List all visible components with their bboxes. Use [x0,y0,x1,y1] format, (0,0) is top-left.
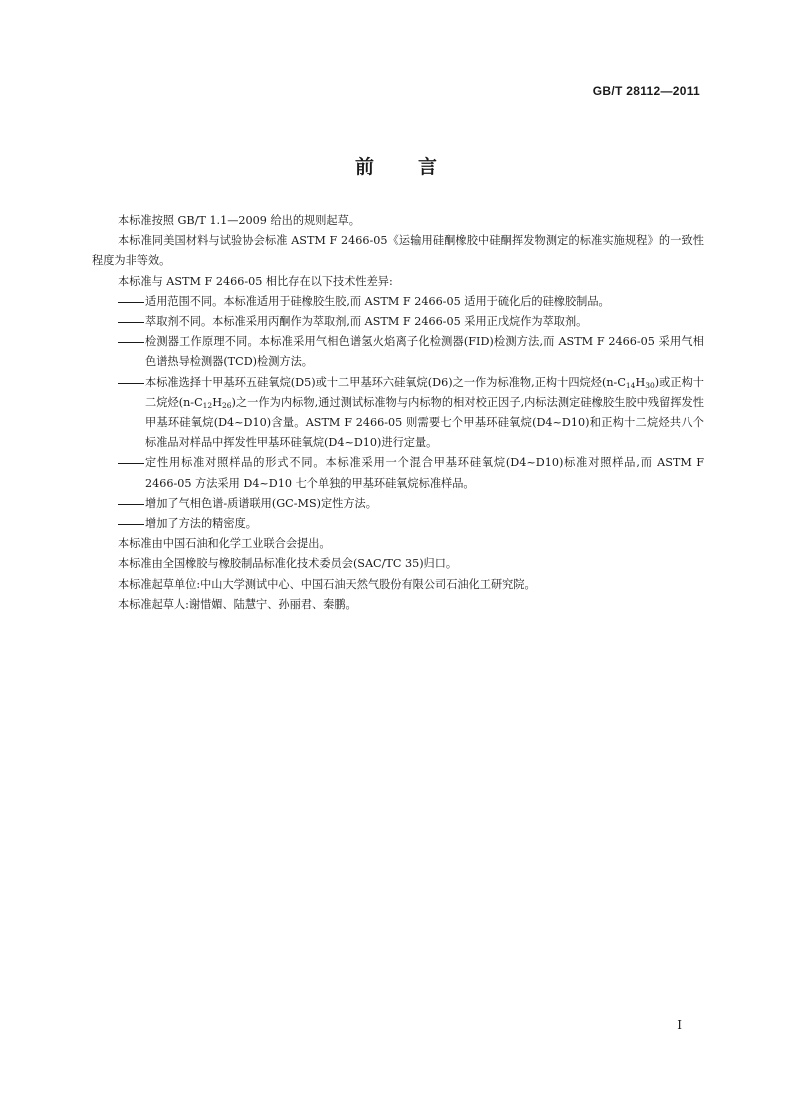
list-item [92,292,704,312]
text-run: )或正构十二烷烃(n-C [145,375,704,409]
list-item-text: 定性用标准对照样品的形式不同。本标准采用一个混合甲基环硅氧烷(D4~D10)标准对照样品,而 ASTM F 2466-05 方法采用 D4~D10 七个单独的甲基环硅氧烷标准样品。 [145,456,704,490]
foreword-body [92,211,704,615]
subscript: 12 [202,400,213,410]
list-item-text: 适用范围不同。本标准适用于硅橡胶生胶,而 ASTM F 2466-05 适用于硫化后的硅橡胶制品。 [145,294,610,308]
standard-code: GB/T 28112—2011 [592,84,700,98]
page-title: 前言 [354,156,481,178]
list-item-text [145,376,704,450]
paragraph-differences-intro: 本标准与 ASTM F 2466-05 相比存在以下技术性差异: [118,274,393,288]
paragraph-drafting-units: 本标准起草单位:中山大学测试中心、中国石油天然气股份有限公司石油化工研究院。 [118,577,536,591]
list-item [92,373,704,454]
paragraph-drafting-rules: 本标准按照 GB/T 1.1—2009 给出的规则起草。 [118,214,360,227]
text-run: H [212,395,222,409]
subscript: 30 [645,380,655,390]
paragraph-proposer: 本标准由中国石油和化学工业联合会提出。 [118,537,331,551]
text-run: H [635,375,646,389]
list-item [92,453,704,493]
paragraph-drafters: 本标准起草人:谢惜媚、陆慧宁、孙丽君、秦鹏。 [118,597,357,611]
list-item [92,514,704,534]
text-run: 本标准选择十甲基环五硅氧烷(D5)或十二甲基环六硅氧烷(D6)之一作为标准物,正构十四烷烃(n-C [145,375,626,389]
list-item [92,332,704,372]
paragraph-equivalence: 本标准同美国材料与试验协会标准 ASTM F 2466-05《运输用硅酮橡胶中硅酮挥发物测定的标准实施规程》的一致性程度为非等效。 [92,234,704,268]
paragraph-committee: 本标准由全国橡胶与橡胶制品标准化技术委员会(SAC/TC 35)归口。 [118,557,458,571]
list-item-text: 增加了气相色谱-质谱联用(GC-MS)定性方法。 [145,496,377,510]
list-item [92,494,704,514]
page-number: I [677,1018,682,1032]
list-item [92,312,704,332]
text-run: )之一作为内标物,通过测试标准物与内标物的相对校正因子,内标法测定硅橡胶生胶中残留挥发性甲基环硅氧烷(D4~D10)含量。ASTM F 2466-05 则需要七个甲基环硅氧烷(D4~D10)和正构十二烷烃共八个标准品对样品中挥发性甲基环硅氧烷(D4~D10)进行定量。 [145,395,704,450]
list-item-text: 萃取剂不同。本标准采用丙酮作为萃取剂,而 ASTM F 2466-05 采用正戊烷作为萃取剂。 [145,315,588,329]
subscript: 26 [221,400,232,410]
list-item-text: 增加了方法的精密度。 [145,517,257,531]
list-item-text: 检测器工作原理不同。本标准采用气相色谱氢火焰离子化检测器(FID)检测方法,而 ASTM F 2466-05 采用气相色谱热导检测器(TCD)检测方法。 [145,335,704,369]
subscript: 14 [625,380,636,390]
